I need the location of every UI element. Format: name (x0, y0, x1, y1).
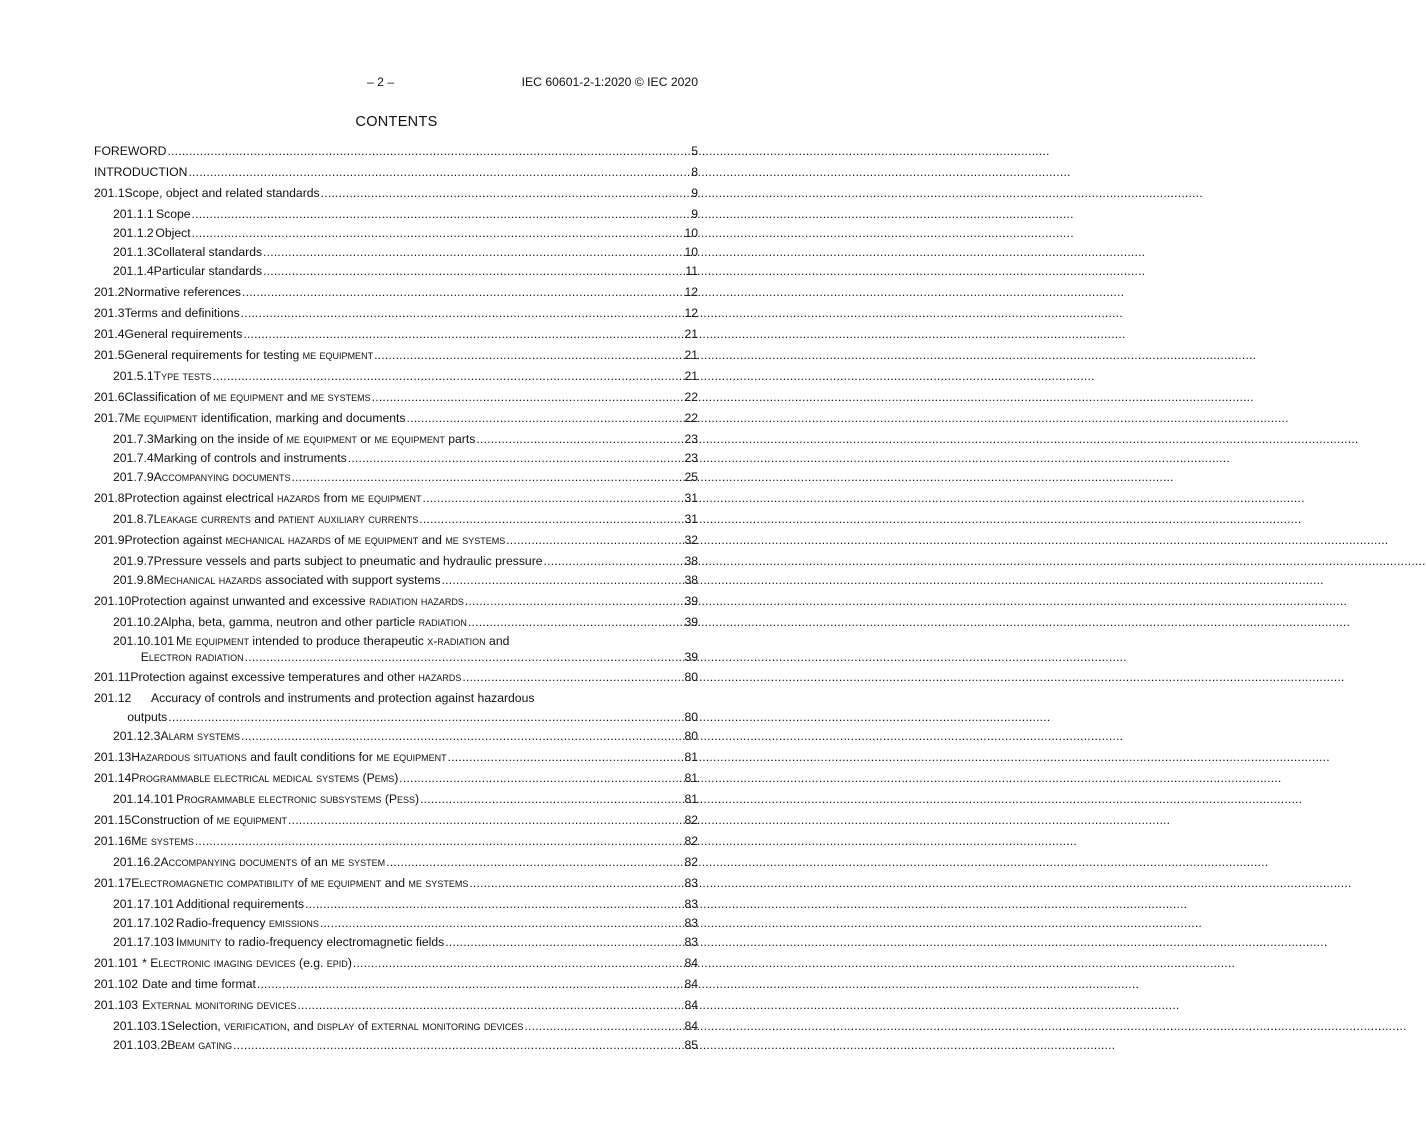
toc-entry-page: 12 (684, 285, 698, 299)
toc-entry-title: Immunity to radio-frequency electromagnetic fields (176, 935, 445, 949)
dot-leader (188, 165, 690, 179)
toc-entry[interactable] (94, 855, 698, 869)
defined-term: Electronic imaging devices (150, 956, 296, 970)
toc-entry-page: 32 (684, 533, 698, 547)
dot-leader (305, 897, 683, 911)
toc-entry-number: 201.16.2 (113, 855, 161, 869)
toc-entry-number: 201.12 (94, 691, 132, 705)
toc-entry[interactable] (94, 512, 698, 526)
toc-entry[interactable] (94, 935, 698, 949)
dot-leader (263, 245, 683, 259)
toc-entry-title: Marking of controls and instruments (153, 451, 347, 465)
toc-entry-title: * Electronic imaging devices (e.g. epid) (142, 956, 352, 970)
defined-term: external monitoring devices (371, 1019, 524, 1033)
toc-entry-title: General requirements (124, 327, 243, 341)
toc-entry-page: 31 (684, 491, 698, 505)
toc-entry[interactable] (94, 792, 698, 806)
toc-entry-title: Scope, object and related standards (124, 186, 320, 200)
defined-term: me equipment (351, 491, 422, 505)
toc-entry-title: Collateral standards (153, 245, 263, 259)
toc-entry-title (142, 998, 296, 1012)
toc-entry-title: Date and time format (142, 977, 256, 991)
toc-entry[interactable] (94, 634, 698, 664)
toc-entry-number: 201.17.102 (113, 916, 174, 930)
toc-entry-number: 201.9.7 (113, 554, 154, 568)
toc-entry-number: 201.1.1 (113, 207, 154, 221)
toc-entry[interactable] (94, 245, 698, 259)
toc-entry-page: 21 (684, 327, 698, 341)
toc-entry-title: Protection against electrical hazards from me equipment (124, 491, 422, 505)
defined-term: me equipment (374, 432, 445, 446)
toc-entry-page: 10 (684, 226, 698, 240)
defined-term: Mechanical hazards (153, 573, 262, 587)
toc-entry-page: 82 (684, 855, 698, 869)
toc-entry-page: 80 (684, 729, 698, 743)
dot-leader (243, 327, 683, 341)
dot-leader (242, 285, 683, 299)
toc-entry-number: 201.11 (94, 670, 131, 684)
defined-term: Leakage currents (153, 512, 251, 526)
toc-entry-title: Accuracy of controls and instruments and protection against hazardous (151, 691, 535, 705)
toc-entry-number: 201.10.2 (113, 615, 161, 629)
toc-entry-number: 201.15 (94, 813, 132, 827)
toc-entry-title: Normative references (124, 285, 242, 299)
defined-term: me equipment (216, 813, 288, 827)
toc-entry-page: 9 (691, 186, 698, 200)
toc-entry[interactable] (94, 348, 698, 362)
page-header (0, 75, 793, 93)
toc-entry-number: 201.1 (94, 186, 125, 200)
toc-entry[interactable] (94, 729, 698, 743)
toc-entry-title: Me equipment intended to produce therapeutic x-radiation and (176, 634, 510, 648)
dot-leader (195, 834, 684, 848)
toc-entry-number: 201.7.3 (113, 432, 154, 446)
dot-leader (374, 348, 683, 362)
toc-entry[interactable] (94, 834, 698, 848)
toc-entry[interactable] (94, 594, 698, 608)
dot-leader (469, 876, 683, 890)
dot-leader (297, 998, 683, 1012)
dot-leader (241, 306, 684, 320)
toc-entry-number: 201.103.2 (113, 1038, 168, 1052)
toc-entry-page: 21 (684, 369, 698, 383)
toc-entry[interactable] (94, 771, 698, 785)
toc-entry-page: 31 (684, 512, 698, 526)
toc-entry-title: FOREWORD (94, 144, 167, 158)
toc-entry-title: INTRODUCTION (94, 165, 188, 179)
toc-entry[interactable] (94, 327, 698, 341)
defined-term: me equipment (286, 432, 357, 446)
toc-entry[interactable] (94, 554, 698, 568)
toc-entry[interactable] (94, 186, 698, 200)
toc-entry-number: 201.14.101 (113, 792, 174, 806)
dot-leader (399, 771, 683, 785)
toc-entry[interactable] (94, 956, 698, 970)
defined-term: External monitoring devices (142, 998, 297, 1012)
toc-entry-title: Programmable electrical medical systems (Pems) (131, 771, 399, 785)
dot-leader (386, 855, 683, 869)
dot-leader (476, 432, 683, 446)
toc-entry-title: Protection against unwanted and excessive radiation hazards (131, 594, 464, 608)
toc-entry-title: Marking on the inside of me equipment or me equipment parts (153, 432, 476, 446)
toc-entry-page: 22 (684, 411, 698, 425)
toc-entry-title-continued: outputs (127, 710, 168, 724)
toc-entry-page: 23 (684, 432, 698, 446)
toc-entry-page: 83 (684, 897, 698, 911)
dot-leader (420, 792, 683, 806)
defined-term: Pess (388, 792, 416, 806)
dot-leader (468, 615, 684, 629)
toc-entry-number: 201.13 (94, 750, 132, 764)
defined-term: Pems (366, 771, 395, 785)
defined-term: Accompanying documents (160, 855, 298, 869)
toc-entry[interactable] (94, 750, 698, 764)
defined-term: verification (224, 1019, 287, 1033)
toc-entry-number: 201.2 (94, 285, 125, 299)
toc-entry-number: 201.101 (94, 956, 139, 970)
toc-entry-number: 201.7.4 (113, 451, 154, 465)
toc-entry[interactable] (94, 144, 698, 158)
toc-entry[interactable] (94, 390, 698, 404)
toc-entry-page: 38 (684, 554, 698, 568)
toc-entry-title: Protection against excessive temperatures and other hazards (130, 670, 462, 684)
toc-entry[interactable] (94, 916, 698, 930)
defined-term: hazards (276, 491, 320, 505)
dot-leader (263, 264, 684, 278)
toc-entry-page: 81 (684, 792, 698, 806)
standard-reference: IEC 60601-2-1:2020 © IEC 2020 (521, 75, 698, 89)
toc-entry[interactable] (94, 670, 698, 684)
toc-entry-page: 22 (684, 390, 698, 404)
toc-entry-number: 201.17.101 (113, 897, 174, 911)
toc-entry[interactable] (94, 491, 698, 505)
toc-entry-page: 83 (684, 916, 698, 930)
toc-entry-page: 83 (684, 935, 698, 949)
toc-entry-number: 201.7.9 (113, 470, 154, 484)
toc-entry-title: Radio-frequency emissions (176, 916, 319, 930)
toc-entry-title: Accompanying documents of an me system (160, 855, 386, 869)
dot-leader (241, 729, 683, 743)
dot-leader (372, 390, 684, 404)
defined-term: me systems (408, 876, 469, 890)
toc-entry[interactable] (94, 432, 698, 446)
page-number: – 2 – (367, 75, 395, 89)
toc-entry-title: General requirements for testing me equipment (124, 348, 374, 362)
toc-entry-title: Construction of me equipment (131, 813, 288, 827)
toc-entry-page: 10 (684, 245, 698, 259)
defined-term: me equipment (347, 533, 419, 547)
toc-entry-title: Hazardous situations and fault conditions for me equipment (131, 750, 447, 764)
toc-entry-page: 23 (684, 451, 698, 465)
toc-entry[interactable] (94, 977, 698, 991)
defined-term: Me equipment (124, 411, 198, 425)
dot-leader (442, 573, 684, 587)
toc-entry-number: 201.1.2 (113, 226, 154, 240)
dot-leader (524, 1019, 683, 1033)
toc-entry-number: 201.8.7 (113, 512, 154, 526)
toc-entry-title: Alpha, beta, gamma, neutron and other particle radiation (160, 615, 467, 629)
defined-term: Electron radiation (140, 650, 244, 664)
toc-entry-title: Scope (155, 207, 191, 221)
defined-term: me equipment (213, 390, 284, 404)
toc-entry-title: Terms and definitions (124, 306, 240, 320)
toc-entry-number: 201.1.3 (113, 245, 154, 259)
toc-entry-number: 201.10.101 (113, 634, 174, 648)
toc-entry-title-continued (141, 650, 244, 664)
toc-entry-page: 82 (684, 834, 698, 848)
toc-entry-title: Electromagnetic compatibility of me equipment and me systems (131, 876, 469, 890)
defined-term: Programmable electrical medical systems (131, 771, 360, 785)
toc-entry-page: 9 (691, 207, 698, 221)
defined-term: mechanical hazards (225, 533, 331, 547)
dot-leader (168, 710, 683, 724)
dot-leader (465, 594, 684, 608)
toc-entry-page: 11 (685, 264, 698, 278)
toc-entry-number: 201.17.103 (113, 935, 174, 949)
toc-entry-title: Pressure vessels and parts subject to pneumatic and hydraulic pressure (153, 554, 543, 568)
defined-term: radiation hazards (369, 594, 464, 608)
toc-entry-number: 201.7 (94, 411, 125, 425)
toc-entry-number: 201.103.1 (113, 1019, 168, 1033)
toc-entry[interactable] (94, 615, 698, 629)
toc-entry-number: 201.8 (94, 491, 125, 505)
toc-entry-page: 84 (684, 956, 698, 970)
toc-entry[interactable] (94, 573, 698, 587)
toc-entry-title: Classification of me equipment and me systems (124, 390, 371, 404)
toc-entry-page: 81 (684, 750, 698, 764)
toc-entry[interactable] (94, 533, 698, 547)
toc-entry[interactable] (94, 207, 698, 221)
toc-entry-title (160, 729, 240, 743)
defined-term: Hazardous situations (131, 750, 247, 764)
defined-term: Type tests (153, 369, 212, 383)
toc-entry-title: Selection, verification, and display of external monitoring devices (167, 1019, 524, 1033)
toc-entry-number: 201.5 (94, 348, 125, 362)
dot-leader (213, 369, 684, 383)
dot-leader (448, 750, 684, 764)
toc-entry-page: 38 (684, 573, 698, 587)
toc-entry-page: 21 (684, 348, 698, 362)
toc-entry-page: 39 (684, 650, 698, 664)
toc-entry[interactable] (94, 691, 698, 724)
defined-term: me equipment (376, 750, 447, 764)
toc-entry-page: 39 (684, 615, 698, 629)
defined-term: me systems (310, 390, 371, 404)
toc-entry[interactable] (94, 411, 698, 425)
toc-entry-page: 8 (691, 165, 698, 179)
toc-entry-page: 5 (691, 144, 698, 158)
toc-entry-title (154, 369, 212, 383)
defined-term: Immunity (176, 935, 222, 949)
toc-entry-title: Object (155, 226, 191, 240)
toc-entry-number: 201.5.1 (113, 369, 154, 383)
toc-entry-page: 84 (684, 977, 698, 991)
toc-entry[interactable] (94, 369, 698, 383)
defined-term: Me systems (131, 834, 194, 848)
toc-entry-title (154, 470, 291, 484)
toc-entry-title: Particular standards (153, 264, 263, 278)
toc-entry-number: 201.14 (94, 771, 132, 785)
dot-leader (192, 207, 691, 221)
toc-entry[interactable] (94, 226, 698, 240)
toc-entry[interactable] (94, 1019, 698, 1033)
defined-term: display (317, 1019, 355, 1033)
dot-leader (407, 411, 684, 425)
dot-leader (423, 491, 684, 505)
dot-leader (292, 470, 684, 484)
toc-entry-page: 39 (684, 594, 698, 608)
defined-term: hazards (418, 670, 462, 684)
dot-leader (506, 533, 683, 547)
defined-term: epid (326, 956, 348, 970)
toc-entry[interactable] (94, 306, 698, 320)
toc-entry[interactable] (94, 1038, 698, 1052)
defined-term: radiation (418, 615, 467, 629)
toc-entry-page: 85 (684, 1038, 698, 1052)
dot-leader (445, 935, 683, 949)
defined-term: Beam gating (167, 1038, 233, 1052)
toc-entry-title: Protection against mechanical hazards of me equipment and me systems (124, 533, 506, 547)
toc-entry[interactable] (94, 813, 698, 827)
toc-entry[interactable] (94, 285, 698, 299)
toc-entry-page: 81 (684, 771, 698, 785)
toc-entry-number: 201.3 (94, 306, 125, 320)
toc-entry[interactable] (94, 998, 698, 1012)
toc-entry-number: 201.6 (94, 390, 125, 404)
defined-term: Electromagnetic compatibility (131, 876, 294, 890)
dot-leader (462, 670, 683, 684)
toc-entry[interactable] (94, 165, 698, 179)
toc-entry-title: Programmable electronic subsystems (Pess) (176, 792, 420, 806)
defined-term: me equipment (302, 348, 374, 362)
defined-term: x-radiation (427, 634, 486, 648)
dot-leader (192, 226, 684, 240)
dot-leader (233, 1038, 683, 1052)
toc-entry[interactable] (94, 451, 698, 465)
toc-entry-page: 83 (684, 876, 698, 890)
defined-term: me system (331, 855, 386, 869)
toc-entry-title: Mechanical hazards associated with support systems (153, 573, 441, 587)
dot-leader (257, 977, 684, 991)
toc-entry-page: 12 (684, 306, 698, 320)
dot-leader (419, 512, 683, 526)
toc-entry-number: 201.103 (94, 998, 139, 1012)
toc-entry-page: 82 (684, 813, 698, 827)
toc-entry-page: 25 (684, 470, 698, 484)
defined-term: Accompanying documents (153, 470, 291, 484)
toc-entry-page: 80 (684, 670, 698, 684)
toc-entry[interactable] (94, 897, 698, 911)
toc-entry-page: 84 (684, 998, 698, 1012)
defined-term: patient auxiliary currents (277, 512, 419, 526)
toc-entry[interactable] (94, 876, 698, 890)
defined-term: me systems (445, 533, 506, 547)
toc-entry-number: 201.17 (94, 876, 132, 890)
toc-entry-number: 201.12.3 (113, 729, 161, 743)
toc-entry-number: 201.9.8 (113, 573, 154, 587)
dot-leader (245, 650, 684, 664)
toc-entry-number: 201.1.4 (113, 264, 154, 278)
defined-term: me equipment (310, 876, 382, 890)
defined-term: Programmable electronic subsystems (176, 792, 382, 806)
contents-title: CONTENTS (355, 114, 438, 130)
dot-leader (167, 144, 690, 158)
toc-entry-number: 201.102 (94, 977, 139, 991)
toc-entry-page: 80 (684, 710, 698, 724)
toc-entry-page: 84 (684, 1019, 698, 1033)
toc-entry-number: 201.10 (94, 594, 132, 608)
toc-entry-title: Leakage currents and patient auxiliary currents (153, 512, 419, 526)
toc-entry-title: Additional requirements (176, 897, 305, 911)
dot-leader (320, 916, 684, 930)
toc-entry-title: Me equipment identification, marking and documents (124, 411, 406, 425)
defined-term: emissions (268, 916, 319, 930)
toc-entry-number: 201.16 (94, 834, 132, 848)
toc-entry-number: 201.4 (94, 327, 125, 341)
toc-entry[interactable] (94, 264, 698, 278)
defined-term: Me equipment (176, 634, 250, 648)
toc-entry[interactable] (94, 470, 698, 484)
dot-leader (321, 186, 691, 200)
defined-term: Alarm systems (160, 729, 240, 743)
dot-leader (353, 956, 684, 970)
toc-entry-title (167, 1038, 232, 1052)
toc-entry-number: 201.9 (94, 533, 125, 547)
toc-entry-title (131, 834, 194, 848)
dot-leader (288, 813, 683, 827)
dot-leader (348, 451, 684, 465)
dot-leader (544, 554, 684, 568)
